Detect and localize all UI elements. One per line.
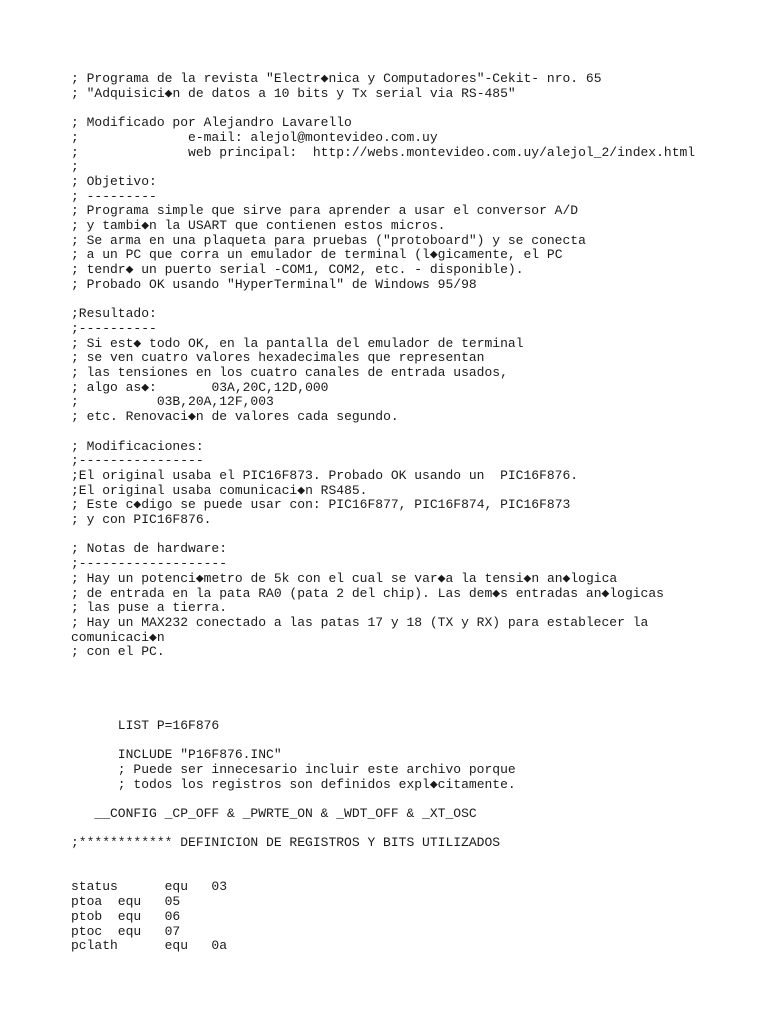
code-line — [71, 792, 752, 807]
code-line: ; y tambi◆n la USART que contienen estos micros. — [71, 218, 446, 234]
code-line: ;El original usaba comunicaci◆n RS485. — [71, 482, 368, 498]
code-line: ; las puse a tierra. — [71, 600, 228, 616]
code-line: ; Objetivo: — [71, 173, 157, 189]
code-line: ;---------------- — [71, 453, 204, 469]
code-line: INCLUDE "P16F876.INC" — [71, 747, 282, 763]
code-line: ; de entrada en la pata RA0 (pata 2 del chip). Las dem◆s entradas an◆logicas — [71, 585, 664, 601]
code-line: ; 03B,20A,12F,003 — [71, 394, 274, 410]
code-line — [71, 101, 752, 116]
code-line: ; etc. Renovaci◆n de valores cada segundo. — [71, 409, 399, 425]
code-line — [71, 689, 752, 704]
code-line: ptoc equ 07 — [71, 923, 181, 939]
code-line: ; tendr◆ un puerto serial -COM1, COM2, etc. - disponible). — [71, 262, 524, 278]
code-line: LIST P=16F876 — [71, 717, 220, 733]
code-line: ; Se arma en una plaqueta para pruebas ("protoboard") y se conecta — [71, 232, 586, 248]
code-line — [71, 734, 752, 749]
code-line: ; a un PC que corra un emulador de terminal (l◆gicamente, el PC — [71, 247, 563, 263]
code-line: ; las tensiones en los cuatro canales de entrada usados, — [71, 365, 508, 381]
code-line: ptoa equ 05 — [71, 894, 181, 910]
code-line: ; algo as◆: 03A,20C,12D,000 — [71, 379, 329, 395]
code-line — [71, 704, 752, 719]
code-line: ;************ DEFINICION DE REGISTROS Y BITS UTILIZADOS — [71, 835, 501, 851]
code-line: ;------------------- — [71, 556, 228, 572]
code-line: comunicaci◆n — [71, 629, 165, 645]
code-line: pclath equ 0a — [71, 938, 228, 954]
code-line — [71, 675, 752, 690]
code-line: ; Modificaciones: — [71, 438, 204, 454]
code-line: ; Si est◆ todo OK, en la pantalla del emulador de terminal — [71, 335, 524, 351]
code-line: ; Puede ser innecesario incluir este archivo porque — [71, 761, 516, 777]
code-line: ;---------- — [71, 320, 157, 336]
code-line: ;El original usaba el PIC16F873. Probado OK usando un PIC16F876. — [71, 467, 579, 483]
code-line: ; Programa de la revista "Electr◆nica y Computadores"-Cekit- nro. 65 — [71, 71, 602, 86]
code-line: ; se ven cuatro valores hexadecimales que representan — [71, 350, 485, 366]
code-line: ; "Adquisici◆n de datos a 10 bits y Tx serial via RS-485" — [71, 85, 516, 101]
code-line: __CONFIG _CP_OFF & _PWRTE_ON & _WDT_OFF & _XT_OSC — [71, 806, 477, 821]
code-line: ; — [71, 159, 79, 175]
code-line: ; --------- — [71, 188, 157, 204]
code-line: ; Hay un potenci◆metro de 5k con el cual se var◆a la tensi◆n an◆logica — [71, 570, 618, 586]
code-line: ; con el PC. — [71, 644, 165, 660]
code-line: ; e-mail: alejol@montevideo.com.uy — [71, 129, 438, 145]
code-line: ; todos los registros son definidos expl◆citamente. — [71, 776, 516, 792]
code-line — [71, 866, 752, 881]
code-line: ; Modificado por Alejandro Lavarello — [71, 115, 352, 131]
code-line — [71, 660, 752, 675]
code-line — [71, 851, 752, 866]
code-line: ptob equ 06 — [71, 908, 181, 924]
code-line: ;Resultado: — [71, 306, 157, 322]
source-code-listing — [71, 72, 752, 954]
code-line: ; Este c◆digo se puede usar con: PIC16F877, PIC16F874, PIC16F873 — [71, 497, 571, 513]
code-line: ; Notas de hardware: — [71, 541, 228, 557]
code-line: ; Programa simple que sirve para aprender a usar el conversor A/D — [71, 203, 579, 219]
code-line — [71, 425, 752, 440]
code-line: ; Probado OK usando "HyperTerminal" de Windows 95/98 — [71, 276, 477, 292]
code-line — [71, 293, 752, 308]
code-line: ; y con PIC16F876. — [71, 512, 212, 528]
code-line: ; web principal: http://webs.montevideo.com.uy/alejol_2/index.html — [71, 144, 696, 160]
code-line: status equ 03 — [71, 879, 228, 895]
code-line: ; Hay un MAX232 conectado a las patas 17 y 18 (TX y RX) para establecer la — [71, 614, 649, 630]
code-line — [71, 822, 752, 837]
code-line — [71, 528, 752, 543]
